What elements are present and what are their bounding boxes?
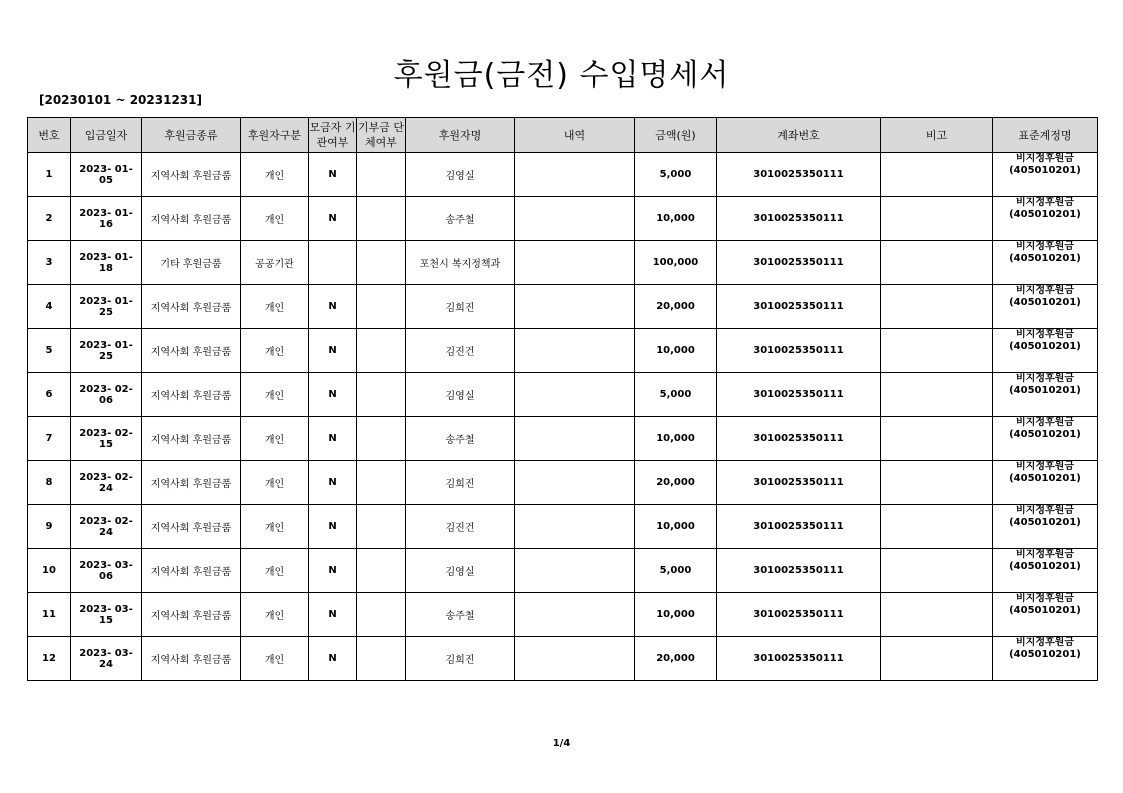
cell-note (881, 549, 993, 593)
cell-fundraising-org: N (309, 373, 357, 417)
cell-detail (515, 241, 635, 285)
cell-amount: 20,000 (635, 461, 717, 505)
cell-account: 3010025350111 (717, 373, 881, 417)
cell-fundraising-org: N (309, 417, 357, 461)
cell-amount: 10,000 (635, 593, 717, 637)
col-header-donor-class: 후원자구분 (241, 118, 309, 153)
cell-account: 3010025350111 (717, 549, 881, 593)
cell-note (881, 593, 993, 637)
col-header-detail: 내역 (515, 118, 635, 153)
cell-std-account: 비지정후원금 (405010201) (993, 637, 1098, 681)
cell-fundraising-org: N (309, 153, 357, 197)
cell-donor-name: 김희진 (406, 285, 515, 329)
col-header-amount: 금액(원) (635, 118, 717, 153)
cell-donor-class: 개인 (241, 593, 309, 637)
cell-note (881, 417, 993, 461)
cell-detail (515, 329, 635, 373)
cell-donor-class: 개인 (241, 329, 309, 373)
cell-type: 지역사회 후원금품 (142, 329, 241, 373)
cell-fundraising-org: N (309, 461, 357, 505)
cell-date: 2023- 03- 15 (71, 593, 142, 637)
cell-std-account: 비지정후원금 (405010201) (993, 373, 1098, 417)
page-indicator: 1/4 (552, 738, 571, 749)
cell-group-donation (357, 197, 406, 241)
cell-note (881, 153, 993, 197)
cell-detail (515, 373, 635, 417)
cell-note (881, 197, 993, 241)
cell-no: 4 (28, 285, 71, 329)
cell-type: 지역사회 후원금품 (142, 593, 241, 637)
cell-fundraising-org: N (309, 593, 357, 637)
cell-detail (515, 153, 635, 197)
cell-no: 11 (28, 593, 71, 637)
cell-group-donation (357, 637, 406, 681)
cell-std-account: 비지정후원금 (405010201) (993, 197, 1098, 241)
cell-donor-name: 김영실 (406, 549, 515, 593)
cell-donor-name: 김희진 (406, 461, 515, 505)
col-header-date: 입금일자 (71, 118, 142, 153)
col-header-donor-name: 후원자명 (406, 118, 515, 153)
cell-std-account: 비지정후원금 (405010201) (993, 461, 1098, 505)
cell-group-donation (357, 329, 406, 373)
cell-no: 9 (28, 505, 71, 549)
cell-group-donation (357, 373, 406, 417)
cell-std-account: 비지정후원금 (405010201) (993, 241, 1098, 285)
cell-donor-name: 김진건 (406, 505, 515, 549)
table-row (28, 241, 1098, 285)
cell-type: 지역사회 후원금품 (142, 461, 241, 505)
cell-account: 3010025350111 (717, 461, 881, 505)
col-header-note: 비고 (881, 118, 993, 153)
cell-detail (515, 593, 635, 637)
cell-date: 2023- 03- 24 (71, 637, 142, 681)
cell-amount: 5,000 (635, 549, 717, 593)
cell-no: 10 (28, 549, 71, 593)
cell-group-donation (357, 417, 406, 461)
cell-detail (515, 505, 635, 549)
cell-donor-name: 김진건 (406, 329, 515, 373)
cell-note (881, 637, 993, 681)
cell-donor-class: 공공기관 (241, 241, 309, 285)
cell-amount: 5,000 (635, 373, 717, 417)
cell-fundraising-org (309, 241, 357, 285)
cell-group-donation (357, 241, 406, 285)
cell-type: 지역사회 후원금품 (142, 285, 241, 329)
cell-account: 3010025350111 (717, 637, 881, 681)
cell-group-donation (357, 285, 406, 329)
period-range: [20230101 ~ 20231231] (39, 93, 202, 107)
cell-no: 1 (28, 153, 71, 197)
cell-group-donation (357, 461, 406, 505)
col-header-group-donation: 기부금 단체여부 (357, 118, 406, 153)
table-row (28, 197, 1098, 241)
cell-type: 지역사회 후원금품 (142, 197, 241, 241)
cell-donor-class: 개인 (241, 373, 309, 417)
cell-std-account: 비지정후원금 (405010201) (993, 329, 1098, 373)
col-header-std-account: 표준계정명 (993, 118, 1098, 153)
cell-date: 2023- 03- 06 (71, 549, 142, 593)
cell-amount: 20,000 (635, 637, 717, 681)
cell-date: 2023- 01- 25 (71, 285, 142, 329)
cell-amount: 10,000 (635, 505, 717, 549)
cell-fundraising-org: N (309, 637, 357, 681)
table-row (28, 505, 1098, 549)
cell-type: 지역사회 후원금품 (142, 549, 241, 593)
cell-account: 3010025350111 (717, 329, 881, 373)
donation-income-table (27, 117, 1098, 681)
cell-fundraising-org: N (309, 285, 357, 329)
cell-type: 지역사회 후원금품 (142, 153, 241, 197)
cell-note (881, 373, 993, 417)
cell-donor-name: 김영실 (406, 373, 515, 417)
cell-donor-class: 개인 (241, 153, 309, 197)
col-header-account: 계좌번호 (717, 118, 881, 153)
col-header-type: 후원금종류 (142, 118, 241, 153)
cell-account: 3010025350111 (717, 505, 881, 549)
cell-account: 3010025350111 (717, 285, 881, 329)
cell-amount: 10,000 (635, 197, 717, 241)
cell-note (881, 329, 993, 373)
cell-donor-name: 송주철 (406, 197, 515, 241)
cell-account: 3010025350111 (717, 153, 881, 197)
cell-amount: 100,000 (635, 241, 717, 285)
cell-fundraising-org: N (309, 329, 357, 373)
cell-std-account: 비지정후원금 (405010201) (993, 285, 1098, 329)
cell-account: 3010025350111 (717, 593, 881, 637)
cell-donor-name: 송주철 (406, 593, 515, 637)
cell-std-account: 비지정후원금 (405010201) (993, 505, 1098, 549)
cell-group-donation (357, 549, 406, 593)
cell-donor-name: 포천시 복지정책과 (406, 241, 515, 285)
table-body (28, 153, 1098, 681)
cell-donor-name: 김희진 (406, 637, 515, 681)
cell-donor-class: 개인 (241, 417, 309, 461)
table-row (28, 417, 1098, 461)
cell-donor-class: 개인 (241, 505, 309, 549)
cell-no: 12 (28, 637, 71, 681)
table-row (28, 637, 1098, 681)
cell-detail (515, 197, 635, 241)
col-header-fundraising-org: 모금자 기관여부 (309, 118, 357, 153)
cell-group-donation (357, 593, 406, 637)
cell-fundraising-org: N (309, 197, 357, 241)
cell-type: 지역사회 후원금품 (142, 373, 241, 417)
cell-group-donation (357, 153, 406, 197)
cell-amount: 5,000 (635, 153, 717, 197)
cell-donor-class: 개인 (241, 461, 309, 505)
table-row (28, 593, 1098, 637)
cell-date: 2023- 01- 16 (71, 197, 142, 241)
cell-amount: 10,000 (635, 417, 717, 461)
cell-donor-class: 개인 (241, 549, 309, 593)
cell-std-account: 비지정후원금 (405010201) (993, 417, 1098, 461)
cell-detail (515, 637, 635, 681)
cell-group-donation (357, 505, 406, 549)
cell-date: 2023- 01- 05 (71, 153, 142, 197)
cell-date: 2023- 02- 06 (71, 373, 142, 417)
table-header-row (28, 118, 1098, 153)
cell-detail (515, 461, 635, 505)
table-row (28, 153, 1098, 197)
cell-detail (515, 417, 635, 461)
table-row (28, 549, 1098, 593)
cell-std-account: 비지정후원금 (405010201) (993, 549, 1098, 593)
table-row (28, 373, 1098, 417)
cell-fundraising-org: N (309, 549, 357, 593)
table-row (28, 285, 1098, 329)
cell-amount: 10,000 (635, 329, 717, 373)
cell-note (881, 285, 993, 329)
cell-no: 5 (28, 329, 71, 373)
cell-type: 지역사회 후원금품 (142, 637, 241, 681)
cell-note (881, 505, 993, 549)
document-title: 후원금(금전) 수입명세서 (393, 58, 730, 93)
cell-note (881, 461, 993, 505)
cell-donor-class: 개인 (241, 197, 309, 241)
cell-account: 3010025350111 (717, 417, 881, 461)
cell-account: 3010025350111 (717, 197, 881, 241)
cell-std-account: 비지정후원금 (405010201) (993, 593, 1098, 637)
cell-no: 7 (28, 417, 71, 461)
cell-detail (515, 285, 635, 329)
table-row (28, 461, 1098, 505)
table-row (28, 329, 1098, 373)
cell-note (881, 241, 993, 285)
cell-date: 2023- 02- 24 (71, 505, 142, 549)
cell-donor-class: 개인 (241, 285, 309, 329)
cell-type: 지역사회 후원금품 (142, 417, 241, 461)
cell-date: 2023- 01- 18 (71, 241, 142, 285)
cell-amount: 20,000 (635, 285, 717, 329)
cell-date: 2023- 02- 15 (71, 417, 142, 461)
cell-type: 지역사회 후원금품 (142, 505, 241, 549)
cell-account: 3010025350111 (717, 241, 881, 285)
cell-donor-name: 김영실 (406, 153, 515, 197)
cell-date: 2023- 02- 24 (71, 461, 142, 505)
cell-type: 기타 후원금품 (142, 241, 241, 285)
cell-no: 3 (28, 241, 71, 285)
cell-date: 2023- 01- 25 (71, 329, 142, 373)
cell-fundraising-org: N (309, 505, 357, 549)
cell-donor-name: 송주철 (406, 417, 515, 461)
cell-donor-class: 개인 (241, 637, 309, 681)
col-header-no: 번호 (28, 118, 71, 153)
cell-no: 2 (28, 197, 71, 241)
cell-detail (515, 549, 635, 593)
cell-no: 6 (28, 373, 71, 417)
cell-no: 8 (28, 461, 71, 505)
cell-std-account: 비지정후원금 (405010201) (993, 153, 1098, 197)
